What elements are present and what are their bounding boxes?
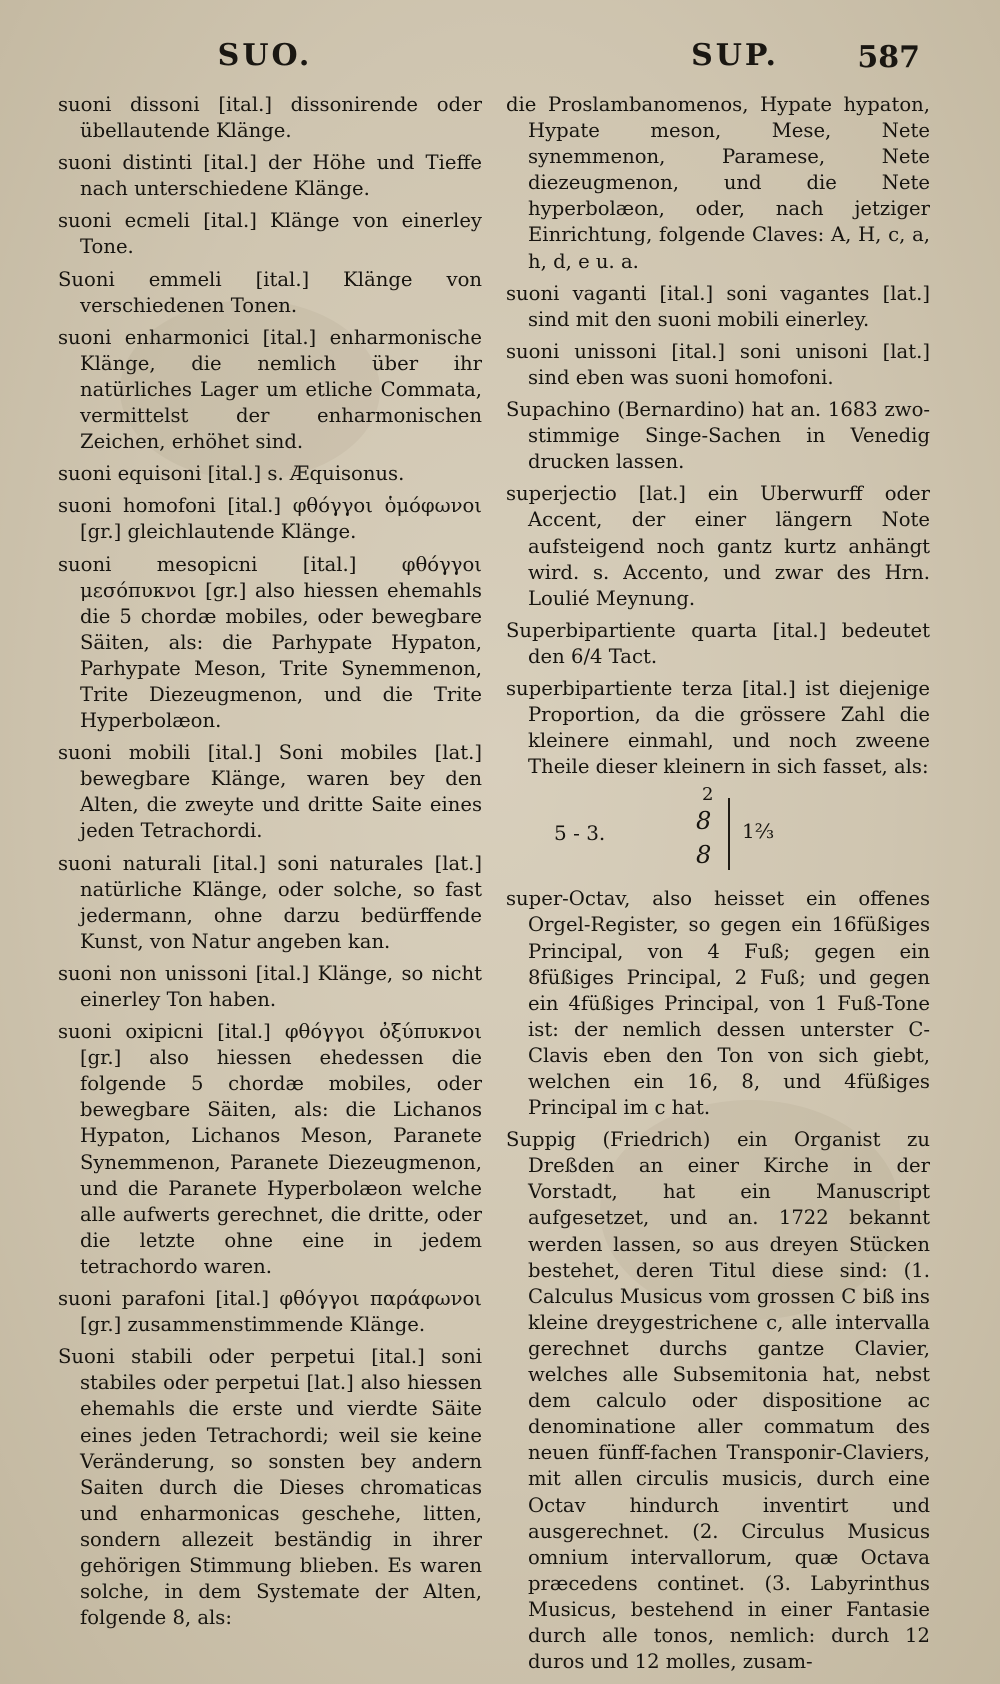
dictionary-entry: suoni naturali [ital.] soni naturales [lat.] natürliche Klänge, oder solche, so fast jedermann, ohne darzu bedürffende Kunst, von Natur angeben kan. xyxy=(58,851,482,953)
dictionary-entry: suoni enharmonici [ital.] enharmonische Klänge, die nemlich über ihr natürliches Lager um etliche Commata, vermittelst der enharmonischen Zeichen, erhöhet sind. xyxy=(58,325,482,454)
dictionary-entry: Suoni stabili oder perpetui [ital.] soni stabiles oder perpetui [lat.] also hiessen ehemahls die erste und vierdte Säite eines jeden Tetrachordi; weil sie keine Veränderung, so sonsten bey andern Saiten durch die Dieses chromaticas und enharmonicas geschehe, litten, sondern allezeit beständig in ihrer gehörigen Stimmung blieben. Es waren solche, in dem Systemate der Alten, folgende 8, als: xyxy=(58,1345,482,1630)
right-column-lower xyxy=(506,886,930,1675)
dictionary-entry: suoni oxipicni [ital.] φθόγγοι ὀξύπυκνοι [gr.] also hiessen ehedessen die folgende 5 chordæ mobiles, oder bewegbare Säiten, als: die Lichanos Hypaton, Lichanos Meson, Paranete Synemmenon, Paranete Diezeugmenon, und die Paranete Hyperbolæon welche alle aufwerts gerechnet, die dritte, oder die letzte ohne eine in jedem tetrachordo waren. xyxy=(58,1020,482,1278)
dictionary-entry: suoni dissoni [ital.] dissonirende oder übellautende Klänge. xyxy=(58,93,482,143)
dictionary-entry: Supachino (Bernardino) hat an. 1683 zwo-stimmige Singe-Sachen in Venedig drucken lassen. xyxy=(506,398,930,474)
dictionary-entry: suoni non unissoni [ital.] Klänge, so nicht einerley Ton haben. xyxy=(58,961,482,1011)
right-column-upper xyxy=(506,92,930,780)
dictionary-entry: suoni homofoni [ital.] φθόγγοι ὁμόφωνοι [gr.] gleichlautende Klänge. xyxy=(58,494,482,544)
dictionary-entry: Suppig (Friedrich) ein Organist zu Dreßden an einer Kirche in der Vorstadt, hat ein Manuscript aufgesetzet, und an. 1722 bekannt werden lassen, so aus dreyen Stücken bestehet, deren Titul diese sind: (1. Calculus Musicus vom grossen C biß ins kleine dreygestrichene c, alle intervalla gerechnet durchs gantze Clavier, welches alle Subsemitonia hat, nebst dem calculo oder dispositione ac denominatione aller commatum des neuen fünff-fachen Transponir-Claviers, mit allen circulis musicis, durch eine Octav hindurch inventirt und ausgerechnet. (2. Circulus Musicus omnium intervallorum, quæ Octava præcedens continet. (3. Labyrinthus Musicus, bestehend in einer Fantasie durch alle tonos, nemlich: durch 12 duros und 12 molles, zusam- xyxy=(506,1128,930,1674)
dictionary-entry: superbipartiente terza [ital.] ist diejenige Proportion, da die grössere Zahl die kleinere einmahl, und noch zweene Theile dieser kleinern in sich fasset, als: xyxy=(506,676,930,779)
dictionary-entry: suoni unissoni [ital.] soni unisoni [lat.] sind eben was suoni homofoni. xyxy=(506,339,930,389)
dictionary-entry: suoni parafoni [ital.] φθόγγοι παράφωνοι [gr.] zusammenstimmende Klänge. xyxy=(58,1287,482,1337)
header-left-keyword: SUO. xyxy=(217,38,313,73)
proportion-lhs: 5 - 3. xyxy=(554,821,606,846)
header-right-keyword: SUP. xyxy=(691,38,779,73)
left-column xyxy=(58,92,482,1631)
right-column xyxy=(506,92,930,1675)
dictionary-entry: suoni equisoni [ital.] s. Æquisonus. xyxy=(58,462,405,486)
dictionary-entry: suoni mesopicni [ital.] φθόγγοι μεσόπυκνοι [gr.] also hiessen ehemahls die 5 chordæ mobiles, oder bewegbare Säiten, als: die Parhypate Hypaton, Parhypate Meson, Trite Synemmenon, Trite Diezeugmenon, und die Trite Hyperbolæon. xyxy=(58,552,482,733)
proportion-result: 1⅔ xyxy=(742,819,775,844)
dictionary-entry: suoni distinti [ital.] der Höhe und Tieffe nach unterschiedene Klänge. xyxy=(58,151,482,201)
proportion-example xyxy=(506,782,930,880)
proportion-top: 2 xyxy=(702,784,714,806)
dictionary-entry: die Proslambanomenos, Hypate hypaton, Hypate meson, Mese, Nete synemmenon, Paramese, Nete diezeugmenon, und die Nete hyperbolæon, oder, nach jetziger Einrichtung, folgende Claves: A, H, c, a, h, d, e u. a. xyxy=(506,93,930,273)
proportion-glyph: 8 xyxy=(696,807,712,836)
page-number: 587 xyxy=(857,40,920,75)
dictionary-entry: super-Octav, also heisset ein offenes Orgel-Register, so gegen ein 16füßiges Principal, von 4 Fuß; gegen ein 8füßiges Principal, 2 Fuß; und gegen ein 4füßiges Principal, von 1 Fuß-Tone ist: der nemlich dessen unterster C-Clavis eben den Ton von sich giebt, welchen ein 16, 8, und 4füßiges Principal im c hat. xyxy=(506,887,930,1120)
dictionary-entry: superjectio [lat.] ein Uberwurff oder Accent, der einer längern Note aufsteigend noch gantz kurtz anhängt wird. s. Accento, und zwar des Hrn. Loulié Meynung. xyxy=(506,482,930,610)
dictionary-entry: suoni vaganti [ital.] soni vagantes [lat.] sind mit den suoni mobili einerley. xyxy=(506,281,930,331)
dictionary-entry: Superbipartiente quarta [ital.] bedeutet den 6/4 Tact. xyxy=(506,618,930,668)
proportion-glyph: 8 xyxy=(696,841,712,870)
proportion-divider xyxy=(728,798,730,870)
dictionary-entry: suoni ecmeli [ital.] Klänge von einerley Tone. xyxy=(58,209,482,259)
dictionary-entry: suoni mobili [ital.] Soni mobiles [lat.] bewegbare Klänge, waren bey den Alten, die zweyte und dritte Saite eines jeden Tetrachordi. xyxy=(58,741,482,843)
running-header xyxy=(0,38,1000,88)
dictionary-entry: Suoni emmeli [ital.] Klänge von verschiedenen Tonen. xyxy=(58,267,482,317)
